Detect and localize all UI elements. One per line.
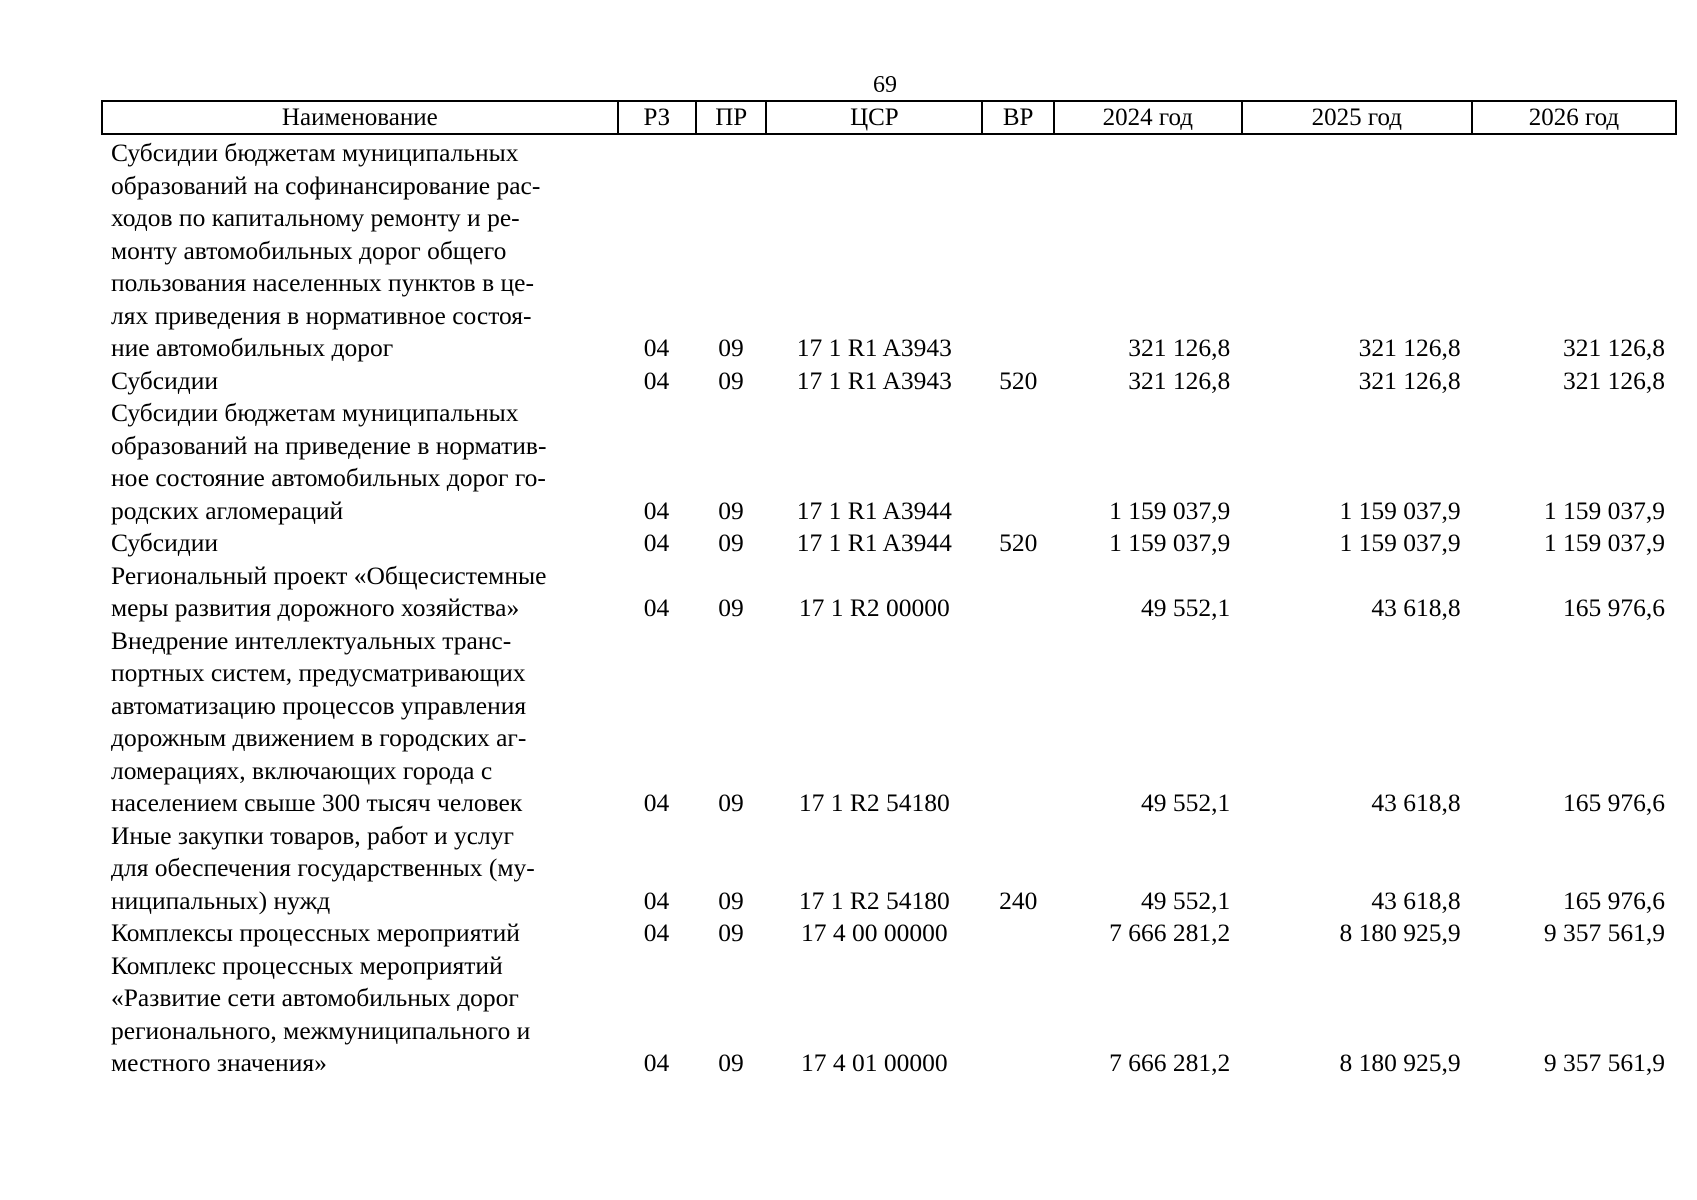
cell-rz: 04 <box>643 593 670 622</box>
cell-rz: 04 <box>643 885 670 915</box>
cell-2025: 1 159 037,9 <box>1339 495 1461 525</box>
cell-rz: 04 <box>643 333 670 362</box>
cell-rz: 04 <box>643 1048 670 1077</box>
cell-csr: 17 1 R1 A3943 <box>796 365 952 395</box>
cell-2024: 321 126,8 <box>1128 365 1231 395</box>
cell-2024: 7 666 281,2 <box>1109 918 1231 947</box>
budget-table <box>101 137 1677 1080</box>
table-row <box>101 625 1677 820</box>
cell-2026: 1 159 037,9 <box>1543 528 1665 557</box>
table-row <box>101 560 1677 625</box>
header-name: Наименование <box>102 101 618 134</box>
cell-pr: 09 <box>718 885 744 915</box>
cell-rz: 04 <box>643 528 670 557</box>
cell-pr: 09 <box>718 528 744 557</box>
cell-name: Иные закупки товаров, работ и услуг для обеспечения государственных (му- ниципальных) нужд <box>111 820 535 915</box>
table-row <box>101 137 1677 365</box>
cell-pr: 09 <box>718 365 744 395</box>
cell-2026: 321 126,8 <box>1563 333 1665 362</box>
cell-2026: 165 976,6 <box>1563 788 1665 817</box>
cell-2024: 321 126,8 <box>1128 333 1231 362</box>
cell-2024: 49 552,1 <box>1140 593 1231 622</box>
cell-csr: 17 4 00 00000 <box>801 918 948 947</box>
cell-pr: 09 <box>718 1048 744 1077</box>
cell-rz: 04 <box>643 495 670 525</box>
header-csr: ЦСР <box>766 101 982 134</box>
cell-vr: 520 <box>999 365 1038 395</box>
cell-csr: 17 1 R1 A3944 <box>796 495 952 525</box>
table-header <box>101 100 1677 135</box>
cell-2025: 321 126,8 <box>1358 333 1461 362</box>
cell-csr: 17 1 R1 A3943 <box>796 333 952 362</box>
cell-2024: 7 666 281,2 <box>1109 1048 1231 1077</box>
header-rz: РЗ <box>618 101 696 134</box>
cell-2026: 1 159 037,9 <box>1543 495 1665 525</box>
cell-name: Субсидии бюджетам муниципальных образований на приведение в норматив- ное состояние автомобильных дорог го- родских агломераций <box>111 398 547 525</box>
cell-vr: 520 <box>999 528 1038 557</box>
header-pr: ПР <box>696 101 766 134</box>
header-2025: 2025 год <box>1242 101 1472 134</box>
cell-csr: 17 4 01 00000 <box>801 1048 948 1077</box>
cell-pr: 09 <box>718 788 744 817</box>
cell-name: Комплекс процессных мероприятий «Развитие сети автомобильных дорог регионального, межмуниципального и местного значения» <box>111 950 531 1077</box>
cell-rz: 04 <box>643 365 670 395</box>
cell-2026: 165 976,6 <box>1563 885 1665 915</box>
cell-2024: 49 552,1 <box>1140 885 1231 915</box>
cell-2026: 9 357 561,9 <box>1543 918 1665 947</box>
cell-vr: 240 <box>999 885 1038 915</box>
cell-pr: 09 <box>718 333 744 362</box>
cell-2026: 321 126,8 <box>1563 365 1665 395</box>
cell-csr: 17 1 R2 54180 <box>798 788 950 817</box>
cell-csr: 17 1 R2 00000 <box>798 593 950 622</box>
cell-name: Субсидии <box>111 365 218 395</box>
table-row <box>101 397 1677 527</box>
cell-2024: 49 552,1 <box>1140 788 1231 817</box>
cell-2025: 1 159 037,9 <box>1339 528 1461 557</box>
table-row <box>101 917 1677 950</box>
cell-2025: 321 126,8 <box>1358 365 1461 395</box>
cell-vr <box>983 917 1054 950</box>
cell-name: Комплексы процессных мероприятий <box>111 918 520 947</box>
table-row <box>101 365 1677 398</box>
cell-2026: 165 976,6 <box>1563 593 1665 622</box>
page-number: 69 <box>873 72 897 98</box>
cell-2024: 1 159 037,9 <box>1109 495 1231 525</box>
cell-name: Региональный проект «Общесистемные меры развития дорожного хозяйства» <box>111 560 547 622</box>
cell-vr <box>983 625 1054 820</box>
cell-name: Субсидии <box>111 528 218 557</box>
cell-vr <box>983 950 1054 1080</box>
cell-rz: 04 <box>643 788 670 817</box>
cell-2025: 8 180 925,9 <box>1339 918 1461 947</box>
table-row <box>101 820 1677 918</box>
header-2024: 2024 год <box>1054 101 1242 134</box>
cell-csr: 17 1 R2 54180 <box>798 885 950 915</box>
cell-pr: 09 <box>718 918 744 947</box>
cell-csr: 17 1 R1 A3944 <box>796 528 952 557</box>
cell-rz: 04 <box>643 918 670 947</box>
cell-pr: 09 <box>718 495 744 525</box>
cell-2025: 43 618,8 <box>1371 593 1461 622</box>
cell-name: Внедрение интеллектуальных транс- портных систем, предусматривающих автоматизацию процессов управления дорожным движением в городских аг- ломерациях, включающих города с населением свыше 300 тысяч человек <box>111 625 527 817</box>
header-2026: 2026 год <box>1472 101 1676 134</box>
cell-2025: 43 618,8 <box>1371 885 1461 915</box>
cell-vr <box>983 397 1054 527</box>
cell-name: Субсидии бюджетам муниципальных образований на софинансирование рас- ходов по капитальному ремонту и ре- монту автомобильных дорог общего пользования населенных пунктов в це- лях приведения в нормативное состоя- ние автомобильных дорог <box>111 138 541 362</box>
table-row <box>101 950 1677 1080</box>
cell-vr <box>983 137 1054 365</box>
cell-vr <box>983 560 1054 625</box>
header-vr: ВР <box>982 101 1053 134</box>
cell-2025: 43 618,8 <box>1371 788 1461 817</box>
cell-2026: 9 357 561,9 <box>1543 1048 1665 1077</box>
cell-2024: 1 159 037,9 <box>1109 528 1231 557</box>
table-row <box>101 527 1677 560</box>
cell-2025: 8 180 925,9 <box>1339 1048 1461 1077</box>
cell-pr: 09 <box>718 593 744 622</box>
